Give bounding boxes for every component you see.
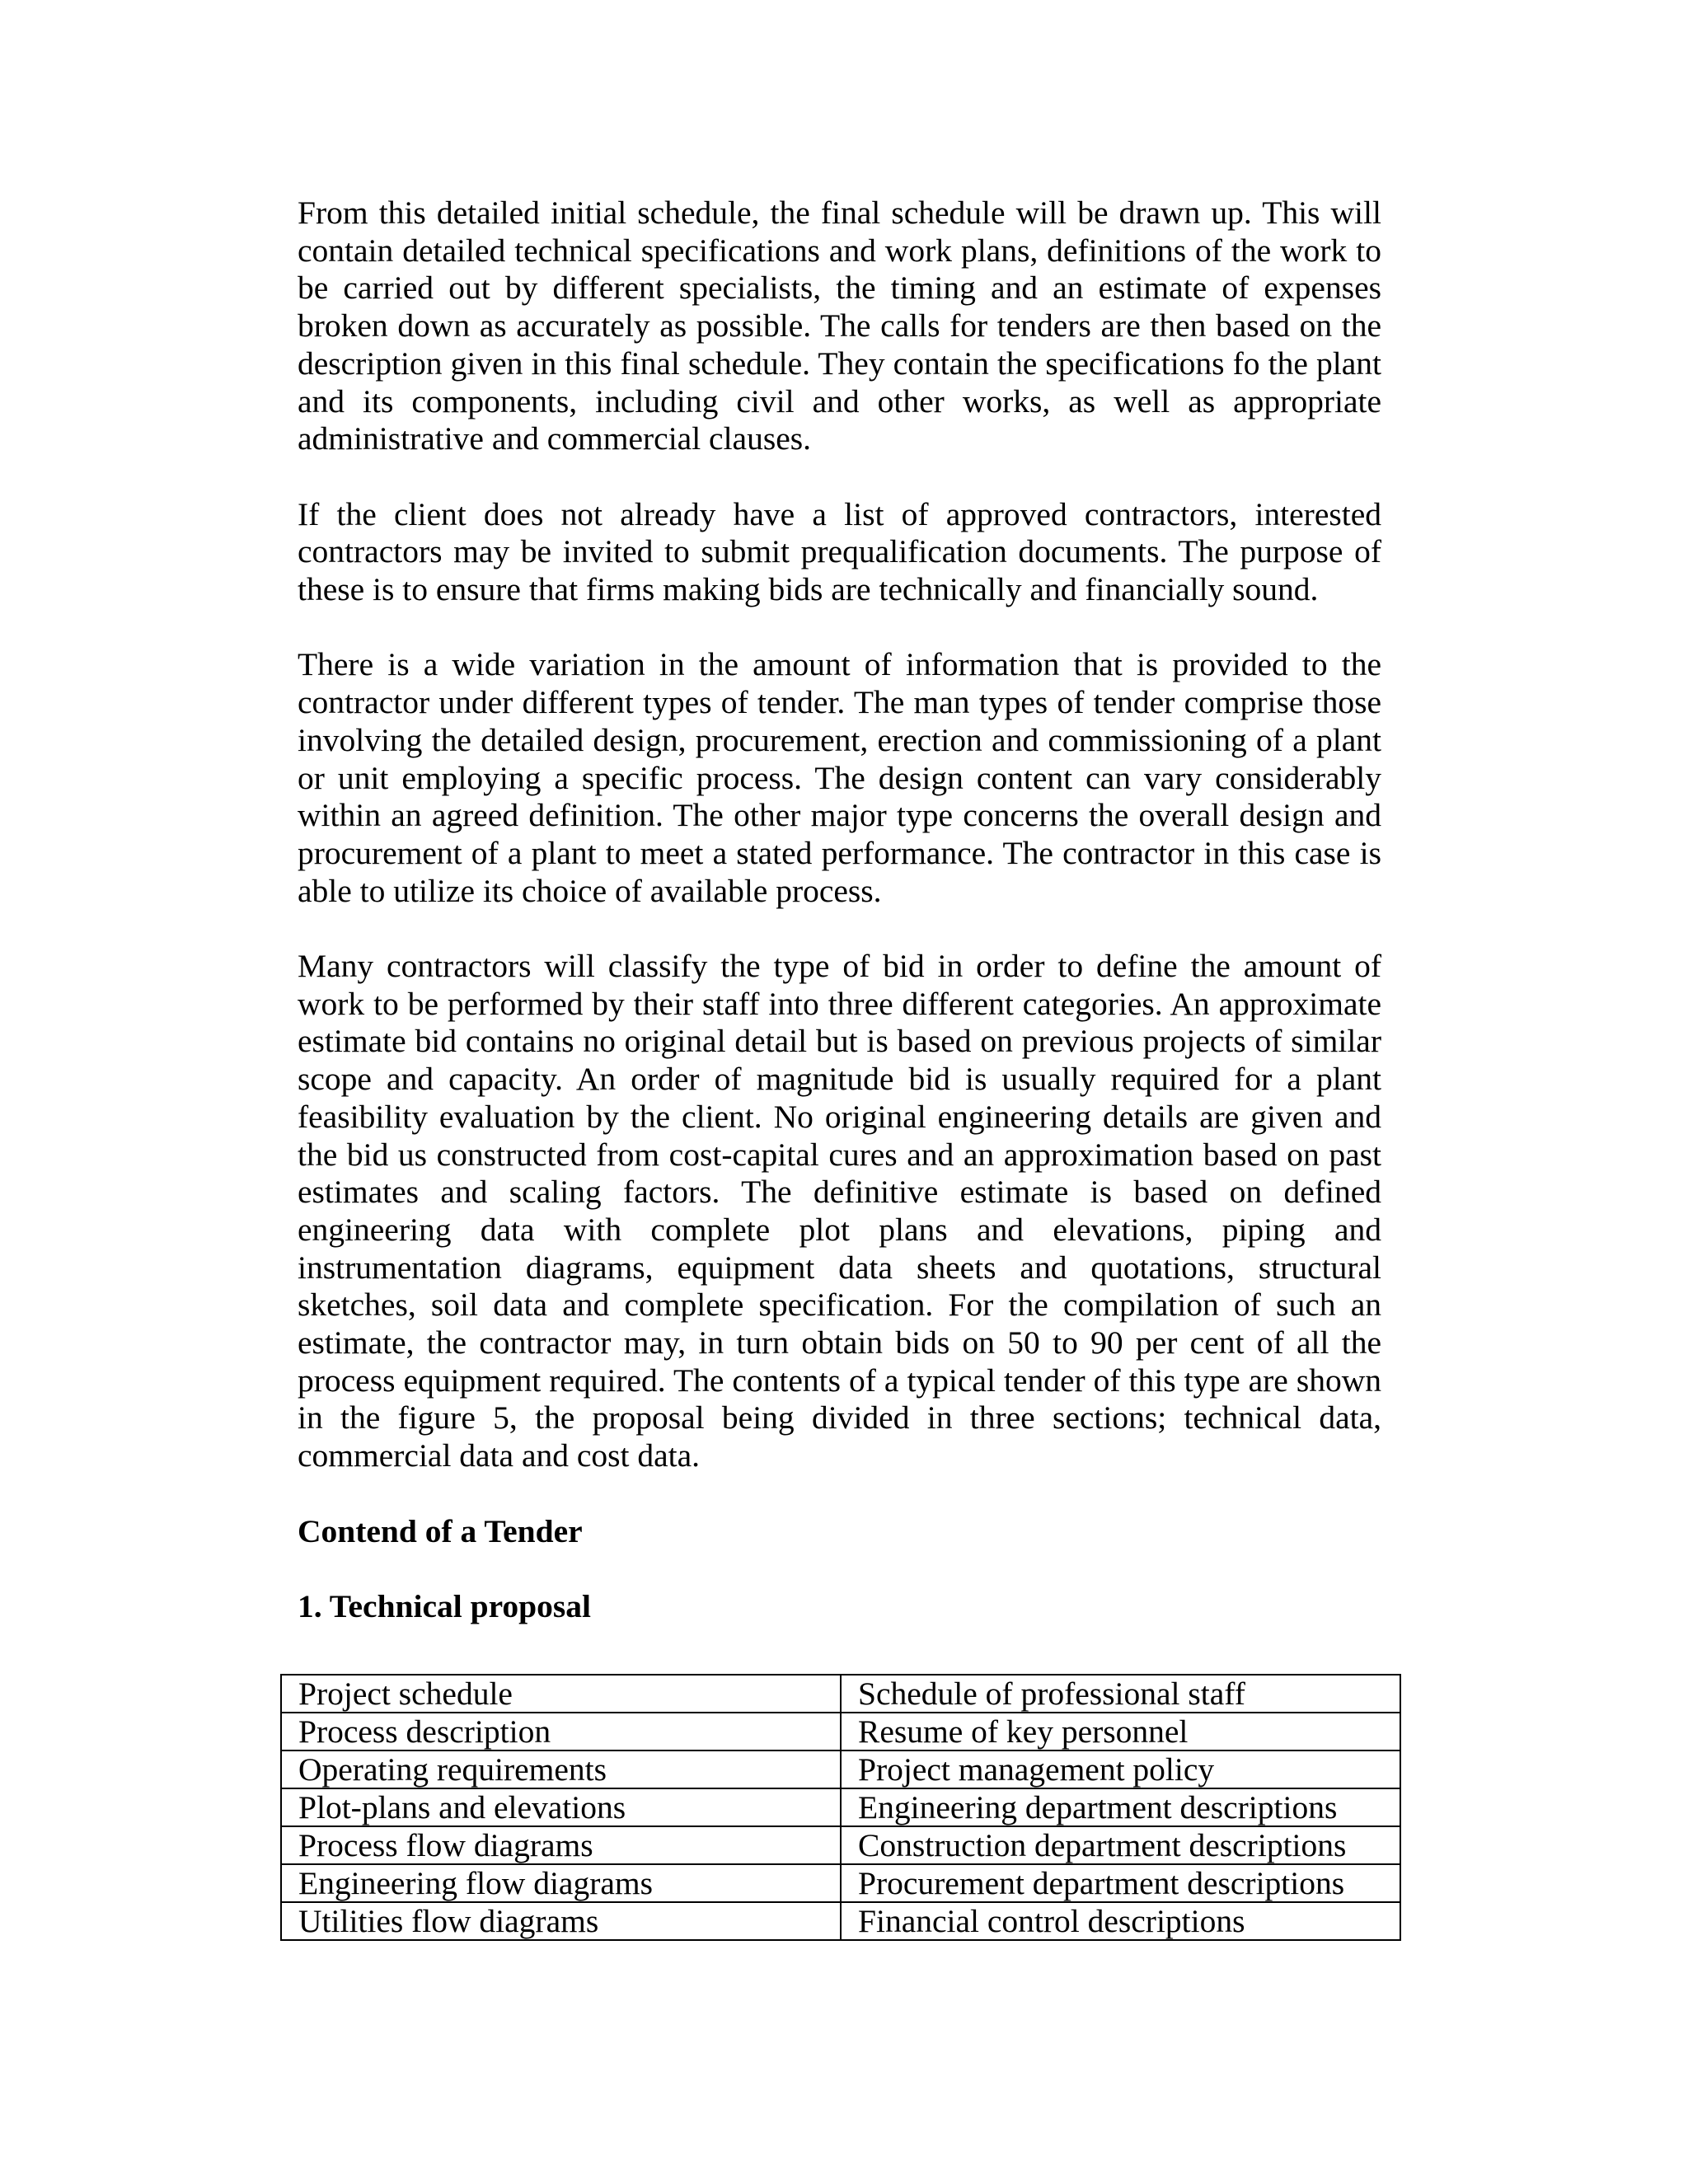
table-row: [281, 1902, 1400, 1940]
table-row: [281, 1713, 1400, 1750]
table-cell: Procurement department descriptions: [841, 1864, 1400, 1902]
table-cell: Financial control descriptions: [841, 1902, 1400, 1940]
table-cell: Engineering flow diagrams: [281, 1864, 841, 1902]
table-cell: Utilities flow diagrams: [281, 1902, 841, 1940]
paragraph-final-schedule: From this detailed initial schedule, the final schedule will be drawn up. This will contain detailed technical specifications and work plans, definitions of the work to be carried out by different specialists, the timing and an estimate of expenses broken down as accurately as possible. The calls for tenders are then based on the description given in this final schedule. They contain the specifications fo the plant and its components, including civil and other works, as well as appropriate administrative and commercial clauses.: [298, 194, 1381, 457]
table-cell: Engineering department descriptions: [841, 1788, 1400, 1826]
table-cell: Plot-plans and elevations: [281, 1788, 841, 1826]
table-cell: Construction department descriptions: [841, 1826, 1400, 1864]
table-row: [281, 1675, 1400, 1713]
table-row: [281, 1750, 1400, 1788]
table-cell: Project schedule: [281, 1675, 841, 1713]
subsection-heading: 1. Technical proposal: [298, 1587, 591, 1624]
table-cell: Schedule of professional staff: [841, 1675, 1400, 1713]
paragraph-bid-classification: Many contractors will classify the type of bid in order to define the amount of work to be performed by their staff into three different categories. An approximate estimate bid contains no original detail but is based on previous projects of similar scope and capacity. An order of magnitude bid is usually required for a plant feasibility evaluation by the client. No original engineering details are given and the bid us constructed from cost-capital cures and an approximation based on past estimates and scaling factors. The definitive estimate is based on defined engineering data with complete plot plans and elevations, piping and instrumentation diagrams, equipment data sheets and quotations, structural sketches, soil data and complete specification. For the compilation of such an estimate, the contractor may, in turn obtain bids on 50 to 90 per cent of all the process equipment required. The contents of a typical tender of this type are shown in the figure 5, the proposal being divided in three sections; technical data, commercial data and cost data.: [298, 948, 1381, 1474]
document-body: [298, 194, 1381, 1626]
table-row: [281, 1788, 1400, 1826]
table-cell: Project management policy: [841, 1750, 1400, 1788]
table-row: [281, 1864, 1400, 1902]
table-cell: Resume of key personnel: [841, 1713, 1400, 1750]
table-cell: Operating requirements: [281, 1750, 841, 1788]
paragraph-tender-types: There is a wide variation in the amount of information that is provided to the contractor under different types of tender. The man types of tender comprise those involving the detailed design, procurement, erection and commissioning of a plant or unit employing a specific process. The design content can vary considerably within an agreed definition. The other major type concerns the overall design and procurement of a plant to meet a stated performance. The contractor in this case is able to utilize its choice of available process.: [298, 646, 1381, 909]
table-cell: Process description: [281, 1713, 841, 1750]
section-heading: Contend of a Tender: [298, 1512, 583, 1549]
paragraph-prequalification: If the client does not already have a list of approved contractors, interested contractors may be invited to submit prequalification documents. The purpose of these is to ensure that firms making bids are technically and financially sound.: [298, 495, 1381, 608]
technical-proposal-table: [280, 1674, 1401, 1941]
table-row: [281, 1826, 1400, 1864]
table-cell: Process flow diagrams: [281, 1826, 841, 1864]
